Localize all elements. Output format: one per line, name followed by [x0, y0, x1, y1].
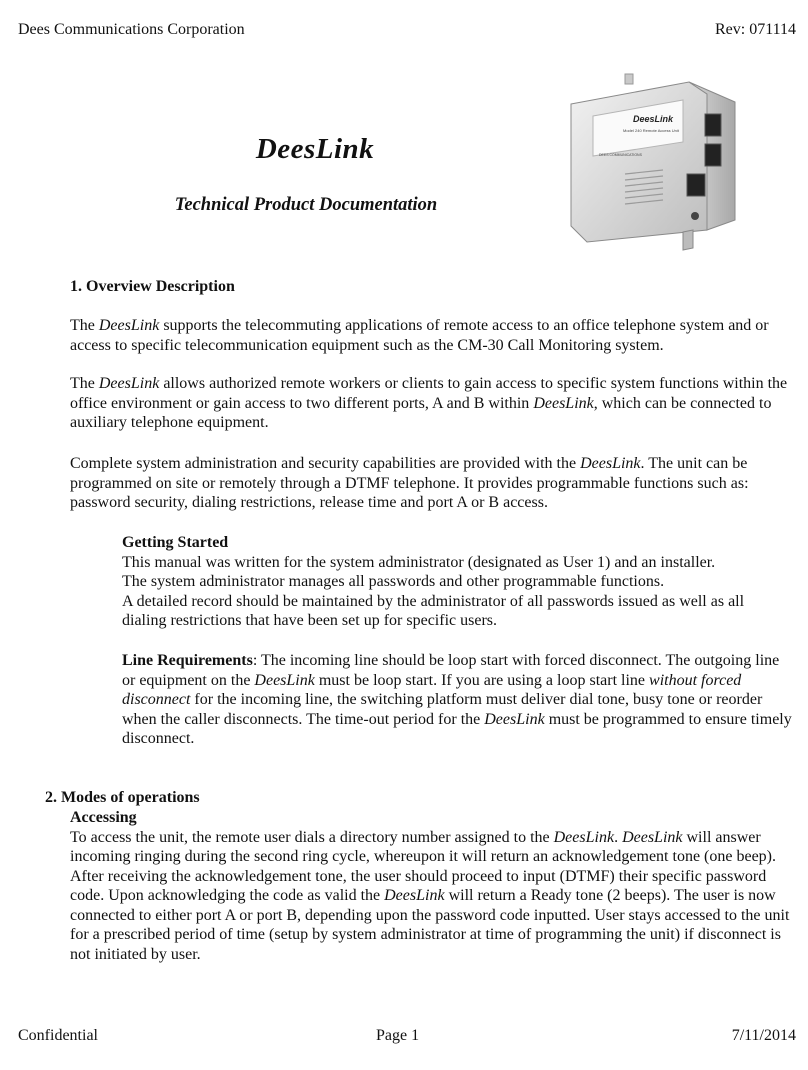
overview-paragraph-1: The DeesLink supports the telecommuting applications of remote access to an office telephone system and or access to specific telecommunication equipment such as the CM-30 Call Monitoring system.: [70, 317, 769, 354]
getting-started-line-3: A detailed record should be maintained by the administrator of all passwords issued as well as all dialing restrictions that have been set up for specific users.: [122, 592, 745, 629]
getting-started-line-2: The system administrator manages all passwords and other programmable functions.: [122, 573, 665, 590]
document-subtitle: Technical Product Documentation: [174, 195, 438, 215]
footer-date: 7/11/2014: [731, 1027, 796, 1044]
product-sublabel: Model 240 Remote Access Unit: [623, 128, 679, 133]
footer-page-number: Page 1: [376, 1027, 420, 1044]
footer-confidential: Confidential: [18, 1027, 98, 1044]
section-modes: [45, 788, 795, 808]
section-overview: [70, 277, 790, 297]
section-line-requirements: Line Requirements: The incoming line should be loop start with forced disconnect. The outgoing line or equipment on the DeesLink must be loop start. If you are using a loop start line without forced disconnect for the incoming line, the switching platform must deliver dial tone, busy tone or reorder when the caller disconnects. The time-out period for the DeesLink must be programmed to ensure timely disconnect.: [122, 652, 792, 747]
line-requirements-heading: Line Requirements: [122, 652, 253, 669]
getting-started-line-1: This manual was written for the system administrator (designated as User 1) and an installer.: [122, 553, 716, 571]
overview-paragraph-3: Complete system administration and security capabilities are provided with the DeesLink. The unit can be programmed on site or remotely through a DTMF telephone. It provides programmable functions such as: password security, dialing restrictions, release time and port A or B access.: [70, 455, 749, 511]
product-label: DeesLink: [633, 114, 674, 124]
modes-accessing: Accessing To access the unit, the remote user dials a directory number assigned to the DeesLink. DeesLink will answer incoming ringing during the second ring cycle, whereupon it will return an acknowledgement tone (one beep). After receiving the acknowledgement tone, the user should proceed to input (DTMF) their specific password code. Upon acknowledging the code as valid the DeesLink will return a Ready tone (2 beeps). The user is now connected to either port A or port B, depending upon the password code inputted. User stays accessed to the unit for a prescribed period of time (setup by system administrator at time of programming the unit) if disconnect is not initiated by user.: [70, 808, 795, 964]
header-company: Dees Communications Corporation: [18, 21, 245, 38]
overview-heading: 1. Overview Description: [70, 278, 235, 295]
overview-paragraph-2: The DeesLink allows authorized remote workers or clients to gain access to specific system functions within the office environment or gain access to two different ports, A and B within DeesLink, which can be connected to auxiliary telephone equipment.: [70, 375, 788, 431]
accessing-subheading: Accessing: [70, 809, 137, 826]
section-getting-started: [122, 533, 792, 631]
header-revision: Rev: 071114: [714, 21, 796, 38]
product-photo: [567, 70, 739, 264]
getting-started-heading: Getting Started: [122, 534, 229, 551]
modes-heading: 2. Modes of operations: [45, 789, 200, 806]
product-maker: DEES COMMUNICATIONS: [599, 153, 642, 157]
product-brand-title: DeesLink: [255, 133, 375, 165]
